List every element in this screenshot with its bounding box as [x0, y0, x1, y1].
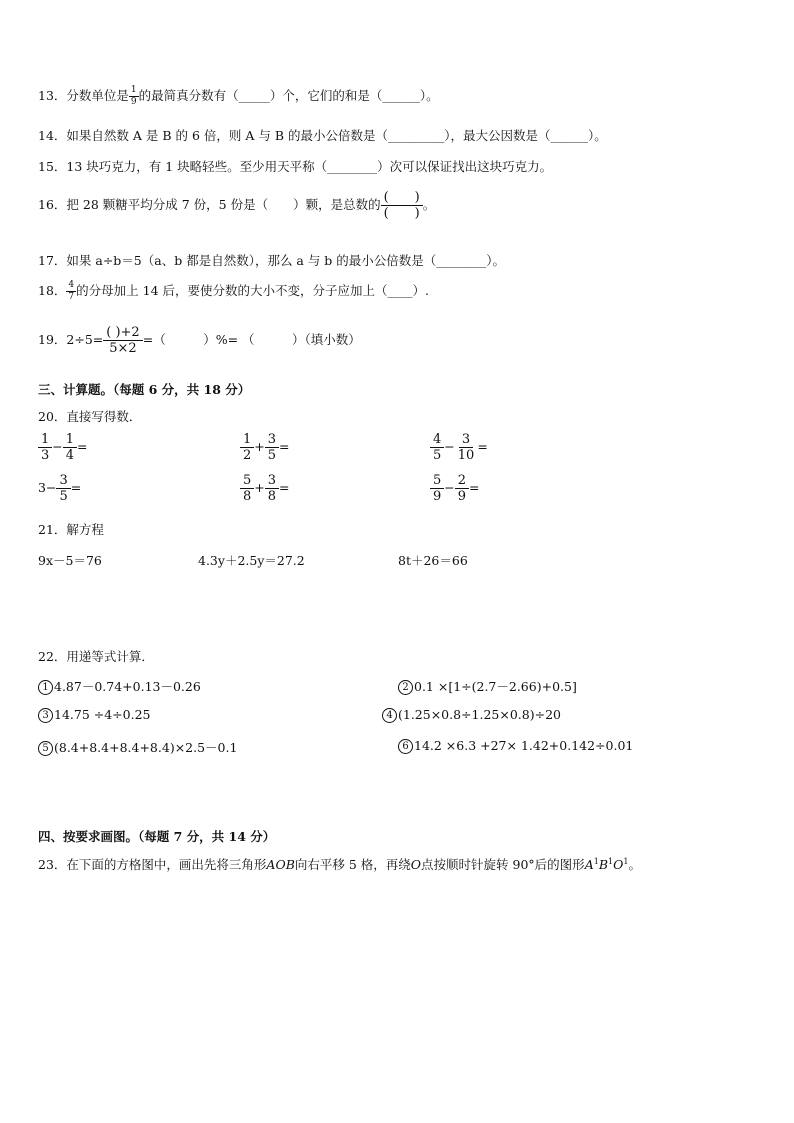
q16-suffix: 。 [422, 197, 436, 212]
question-21-title: 21．解方程 [38, 522, 104, 537]
fraction: $\frac{5}{8}$ [240, 474, 254, 503]
calc-expression: (8.4+8.4+8.4+8.4)×2.5－0.1 [54, 740, 238, 755]
fraction: $\frac{1}{3}$ [38, 433, 52, 462]
question-15: 15．13 块巧克力，有 1 块略轻些。至少用天平称（________）次可以保证找出这块巧克力。 [38, 159, 553, 174]
q23-sup-b: 1 [608, 856, 614, 866]
q23-figure-a: A [584, 857, 594, 872]
q19-fraction: $\frac{( )+2}{5\times 2}$ [103, 326, 142, 355]
circled-number: 4 [382, 708, 397, 723]
calc-expression: (1.25×0.8÷1.25×0.8)÷20 [398, 707, 561, 722]
q23-prefix: 23．在下面的方格图中，画出先将三角形 [38, 857, 267, 872]
oral-calc-item [240, 474, 290, 503]
oral-calc-item [430, 433, 488, 462]
section-4-heading: 四、按要求画图。（每题 7 分，共 14 分） [38, 829, 276, 844]
q18-fraction: $\frac{4}{7}$ [68, 280, 75, 302]
oral-calc-item [430, 474, 480, 503]
oral-calc-item [38, 474, 81, 503]
fraction: $\frac{4}{5}$ [430, 433, 444, 462]
q23-suffix: 。 [628, 857, 641, 872]
section-3-heading: 三、计算题。（每题 6 分，共 18 分） [38, 382, 251, 397]
q13-fraction: $\frac{1}{9}$ [130, 85, 137, 107]
fraction: $\frac{5}{9}$ [430, 474, 444, 503]
q23-text-1: 向右平移 5 格，再绕 [294, 857, 411, 872]
fraction: $\frac{1}{4}$ [63, 433, 77, 462]
circled-number: 1 [38, 680, 53, 695]
q19-suffix: =（ ）%= （ ）（填小数） [142, 332, 361, 347]
equals-sign: = [477, 439, 488, 454]
calc-expression: 4.87－0.74+0.13－0.26 [54, 679, 201, 694]
q16-prefix: 16．把 28 颗糖平均分成 7 份，5 份是（ ）颗，是总数的 [38, 197, 381, 212]
calc-expression: 14.75 ÷4÷0.25 [54, 707, 151, 722]
q23-sup-o: 1 [623, 856, 629, 866]
q16-fraction: $\frac{( )}{( )}$ [381, 191, 423, 220]
question-23 [38, 855, 641, 873]
q18-prefix: 18． [38, 283, 67, 298]
equation-2: 4.3y＋2.5y＝27.2 [198, 553, 305, 568]
calc-expression: 0.1 ×[1÷(2.7－2.66)+0.5] [414, 679, 577, 694]
question-17: 17．如果 a÷b＝5（a、b 都是自然数），那么 a 与 b 的最小公倍数是（________）。 [38, 253, 506, 268]
q13-suffix: 的最简真分数有（_____）个，它们的和是（______）。 [138, 88, 439, 103]
equation-3: 8t＋26＝66 [398, 553, 468, 568]
whole-number-term: 3− [38, 480, 57, 495]
calc-item-2 [398, 677, 577, 695]
oral-calc-item [240, 433, 290, 462]
calc-item-4 [382, 707, 561, 723]
fraction: $\frac{3}{10}$ [457, 432, 475, 463]
calc-item-5 [38, 738, 237, 756]
q23-point-name: O [410, 857, 422, 872]
operator: + [254, 480, 265, 495]
fraction: $\frac{1}{2}$ [240, 433, 254, 462]
question-14: 14．如果自然数 A 是 B 的 6 倍，则 A 与 B 的最小公倍数是（_________），最大公因数是（______）。 [38, 128, 607, 143]
q23-triangle-name: AOB [266, 857, 295, 872]
equals-sign: = [77, 439, 88, 454]
fraction: $\frac{2}{9}$ [455, 474, 469, 503]
circled-number: 3 [38, 708, 53, 723]
question-16 [38, 191, 435, 220]
fraction: $\frac{3}{8}$ [265, 474, 279, 503]
equals-sign: = [279, 480, 290, 495]
circled-number: 5 [38, 741, 53, 756]
question-19 [38, 326, 361, 355]
oral-calc-item [38, 433, 88, 462]
q18-suffix: 的分母加上 14 后，要使分数的大小不变，分子应加上（____）. [76, 283, 429, 298]
q23-figure-b: B [598, 857, 608, 872]
operator: − [444, 480, 455, 495]
equals-sign: = [279, 439, 290, 454]
operator: − [52, 439, 63, 454]
calc-item-6 [398, 738, 633, 754]
equals-sign: = [469, 480, 480, 495]
calc-expression: 14.2 ×6.3 +27× 1.42+0.142÷0.01 [414, 738, 634, 753]
fraction: $\frac{3}{5}$ [265, 433, 279, 462]
question-13 [38, 86, 439, 107]
q23-sup-a: 1 [593, 856, 599, 866]
operator: + [254, 439, 265, 454]
question-20-title: 20．直接写得数． [38, 409, 142, 424]
question-18 [38, 281, 429, 302]
equation-1: 9x－5＝76 [38, 553, 102, 568]
q19-prefix: 19．2÷5= [38, 332, 104, 347]
q13-prefix: 13．分数单位是 [38, 88, 129, 103]
fraction: $\frac{3}{5}$ [56, 474, 70, 503]
calc-item-1 [38, 677, 201, 695]
circled-number: 2 [398, 680, 413, 695]
circled-number: 6 [398, 739, 413, 754]
q23-figure-o: O [613, 857, 624, 872]
question-22-title: 22．用递等式计算． [38, 649, 154, 664]
q23-text-2: 点按顺时针旋转 90°后的图形 [421, 857, 585, 872]
calc-item-3 [38, 707, 151, 723]
equals-sign: = [70, 480, 82, 495]
operator: − [444, 439, 455, 454]
